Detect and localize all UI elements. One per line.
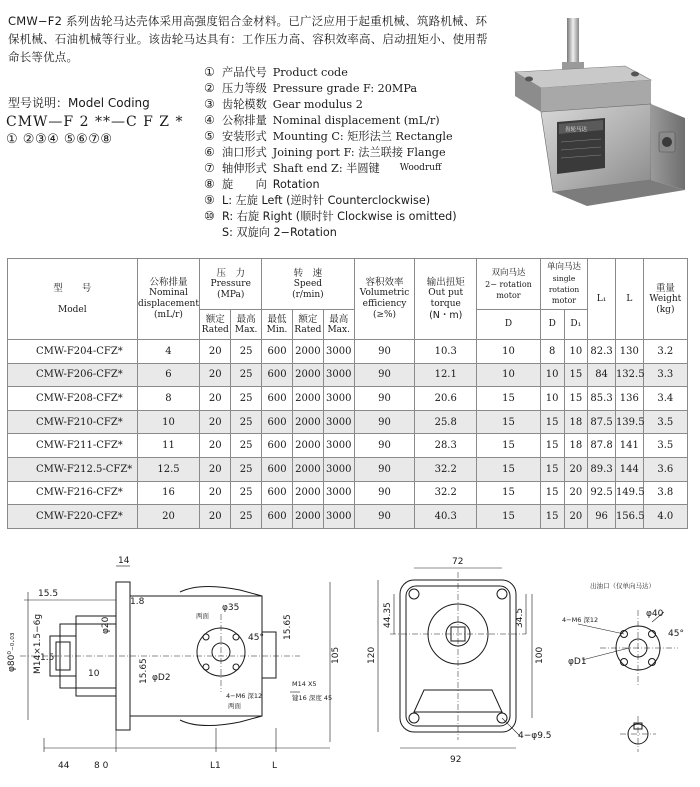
- subheader-rated-cn: 额定: [298, 313, 318, 325]
- table-cell: 156.5: [615, 505, 643, 529]
- table-cell: 15: [477, 434, 541, 458]
- table-cell: 25: [231, 434, 262, 458]
- table-cell: 90: [354, 505, 415, 529]
- model-cell: CMW-F220-CFZ*: [8, 505, 138, 529]
- table-cell: 3.5: [643, 434, 687, 458]
- model-cell: CMW-F204-CFZ*: [8, 340, 138, 364]
- dim-key: 键16 深度 45: [292, 694, 333, 702]
- table-cell: 18: [564, 434, 588, 458]
- model-coding-title-en: Model Coding: [68, 96, 150, 110]
- header-speed-unit: (r/min): [292, 289, 324, 300]
- header-model-cn: 型 号: [53, 282, 92, 294]
- spec-table-body: [8, 340, 688, 529]
- dim-phi80: φ80⁰₋₀.₀₃: [7, 632, 17, 672]
- table-cell: 25: [231, 505, 262, 529]
- table-cell: 149.5: [615, 481, 643, 505]
- header-eff-unit: (≥%): [372, 310, 397, 320]
- dim-44: 44: [58, 761, 70, 771]
- header-torque-unit: (N・m): [429, 310, 463, 321]
- subheader-d-uni: [540, 310, 564, 340]
- table-cell: 3.4: [643, 387, 687, 411]
- header-l1: [588, 259, 616, 340]
- front-mount-hole: [409, 589, 419, 599]
- header-eff-en2: efficiency: [362, 299, 407, 309]
- table-cell: 600: [262, 481, 293, 505]
- table-cell: 600: [262, 340, 293, 364]
- header-weight: [643, 259, 687, 340]
- table-cell: 10: [564, 340, 588, 364]
- legend-number: ⑦: [204, 161, 215, 175]
- table-cell: 15: [540, 457, 564, 481]
- side-view-drawing: [0, 552, 360, 787]
- subheader-max-en: Max.: [234, 324, 258, 335]
- legend-en-small: Woodruff: [399, 163, 442, 173]
- dim-105: 105: [331, 646, 341, 664]
- table-cell: 15: [540, 434, 564, 458]
- table-cell: 25: [231, 457, 262, 481]
- table-cell: 3000: [323, 457, 354, 481]
- table-cell: 20: [564, 481, 588, 505]
- table-cell: 2000: [292, 434, 323, 458]
- header-disp-en1: Nominal: [149, 288, 188, 298]
- header-speed-en: Speed: [293, 278, 323, 289]
- legend-en: Product code: [272, 65, 348, 79]
- dim-45deg-port: 45°: [668, 629, 684, 639]
- model-coding-title: [8, 94, 150, 111]
- table-cell: 130: [615, 340, 643, 364]
- dim-15-5: 15.5: [38, 589, 59, 599]
- table-cell: 2000: [292, 457, 323, 481]
- legend-number: ⑥: [204, 145, 215, 159]
- table-cell: 40.3: [415, 505, 477, 529]
- header-single-rotation: [540, 259, 587, 310]
- legend-number: ①: [204, 65, 215, 79]
- dim-holes: 4−φ9.5: [518, 731, 552, 741]
- table-cell: 600: [262, 363, 293, 387]
- header-bi-en1: 2− rotation: [485, 279, 532, 289]
- legend-en: L: 左旋 Left (逆时针 Counterclockwise): [222, 194, 431, 207]
- port-holes: 4−M6 深12: [562, 616, 599, 624]
- table-cell: 15: [477, 481, 541, 505]
- header-bi-rotation: [477, 259, 541, 310]
- table-cell: 3000: [323, 410, 354, 434]
- table-cell: 15: [477, 387, 541, 411]
- table-cell: 3.8: [643, 481, 687, 505]
- legend-row: [204, 224, 504, 240]
- dim-thread: M14×1.5−6g: [33, 613, 43, 674]
- table-row: [8, 340, 688, 364]
- model-cell: CMW-F210-CFZ*: [8, 410, 138, 434]
- table-cell: 25: [231, 340, 262, 364]
- table-cell: 11: [137, 434, 200, 458]
- table-cell: 20: [200, 505, 231, 529]
- table-cell: 6: [137, 363, 200, 387]
- model-code-numbers: ① ②③④ ⑤⑥⑦⑧: [6, 132, 113, 147]
- subheader-max-en: Max.: [327, 324, 350, 335]
- table-cell: 136: [615, 387, 643, 411]
- table-cell: 25.8: [415, 410, 477, 434]
- subheader-rated-en: Rated: [294, 324, 322, 335]
- table-cell: 85.3: [588, 387, 616, 411]
- table-cell: 10: [477, 340, 541, 364]
- table-cell: 600: [262, 505, 293, 529]
- table-cell: 15: [564, 387, 588, 411]
- mount-hole: [631, 72, 639, 77]
- dim-80: 8 0: [94, 761, 109, 771]
- dim-hole-spec: 4−M6 深12: [226, 692, 263, 700]
- table-cell: 3.2: [643, 340, 687, 364]
- table-cell: 25: [231, 410, 262, 434]
- subheader-min-en: Min.: [266, 324, 288, 335]
- rear-boss: [262, 632, 276, 678]
- table-cell: 3000: [323, 481, 354, 505]
- model-coding-title-cn: 型号说明：: [8, 96, 69, 110]
- table-cell: 15: [477, 505, 541, 529]
- table-cell: 84: [588, 363, 616, 387]
- shaft: [567, 18, 579, 66]
- note-two-sides-a: 两面: [196, 612, 209, 620]
- table-cell: 90: [354, 340, 415, 364]
- dim-10: 10: [88, 669, 100, 679]
- header-efficiency: [354, 259, 415, 340]
- legend-en: Rotation: [272, 177, 320, 191]
- header-disp-cn: 公称排量: [149, 277, 188, 288]
- table-cell: 20: [137, 505, 200, 529]
- table-cell: 2000: [292, 505, 323, 529]
- dim-1-5: 1.5: [40, 653, 55, 663]
- legend-number: ②: [204, 81, 215, 95]
- legend-en: S: 双旋向 2−Rotation: [222, 226, 337, 239]
- subheader-d1-uni: [564, 310, 588, 340]
- dim-14: 14: [118, 556, 130, 566]
- table-cell: 32.2: [415, 457, 477, 481]
- table-cell: 28.3: [415, 434, 477, 458]
- legend-row: [204, 96, 504, 112]
- legend-number: ④: [204, 113, 215, 127]
- dim-44-35: 44.35: [383, 602, 393, 628]
- table-cell: 90: [354, 481, 415, 505]
- header-torque-en1: Out put: [428, 288, 464, 298]
- legend-en: Mounting C: 矩形法兰 Rectangle: [272, 130, 453, 143]
- legend-number: ⑨: [204, 193, 215, 207]
- port-bolt: [203, 634, 209, 640]
- table-cell: 20: [564, 505, 588, 529]
- legend-en: Pressure grade F: 20MPa: [272, 81, 418, 95]
- front-view-drawing: [360, 552, 560, 787]
- table-cell: 15: [540, 505, 564, 529]
- header-pressure-en: Pressure: [210, 278, 251, 289]
- subheader-rated-en: Rated: [201, 324, 229, 335]
- mount-hole: [525, 77, 533, 82]
- table-cell: 600: [262, 410, 293, 434]
- header-eff-en1: Volumetric: [359, 288, 410, 298]
- table-cell: 15: [540, 410, 564, 434]
- header-bi-cn: 双向马达: [491, 267, 526, 278]
- table-cell: 141: [615, 434, 643, 458]
- legend-row: [204, 128, 504, 144]
- header-bi-en2: motor: [496, 290, 521, 300]
- table-row: [8, 457, 688, 481]
- table-row: [8, 481, 688, 505]
- subheader-d-text: D: [548, 319, 556, 329]
- subheader-max-cn: 最高: [236, 313, 256, 325]
- table-cell: 4: [137, 340, 200, 364]
- header-torque-en2: torque: [430, 299, 461, 309]
- header-eff-cn: 容积效率: [365, 277, 404, 288]
- subheader-max: [323, 310, 354, 340]
- port-label: 出油口（仅单向马达）: [590, 582, 655, 590]
- dim-phi20: φ20: [101, 616, 111, 634]
- legend-row: [204, 176, 504, 192]
- port-bolt: [233, 664, 239, 670]
- table-cell: 3000: [323, 387, 354, 411]
- table-cell: 87.5: [588, 410, 616, 434]
- table-cell: 3.5: [643, 410, 687, 434]
- table-cell: 3000: [323, 505, 354, 529]
- port-hole: [662, 137, 672, 147]
- table-cell: 3.6: [643, 457, 687, 481]
- header-displacement: [137, 259, 200, 340]
- header-weight-unit: (kg): [656, 304, 675, 315]
- table-cell: 132.5: [615, 363, 643, 387]
- legend-cn: 安装形式: [222, 130, 267, 143]
- legend-row: [204, 160, 504, 176]
- table-cell: 25: [231, 481, 262, 505]
- dim-15-65: 15.65: [139, 658, 149, 684]
- header-weight-cn: 重量: [655, 282, 675, 294]
- table-cell: 139.5: [615, 410, 643, 434]
- table-cell: 87.8: [588, 434, 616, 458]
- table-cell: 20: [200, 363, 231, 387]
- legend-en: R: 右旋 Right (顺时针 Clockwise is omitted): [222, 210, 457, 223]
- table-cell: 2000: [292, 363, 323, 387]
- subheader-d1-text: D₁: [570, 319, 582, 329]
- dim-phi35: φ35: [222, 603, 240, 613]
- gear-motor-photo: [495, 14, 695, 232]
- header-speed: [262, 259, 355, 310]
- table-cell: 600: [262, 434, 293, 458]
- table-cell: 20: [564, 457, 588, 481]
- port-view-drawing: [560, 552, 700, 787]
- subheader-d-text: D: [504, 319, 513, 329]
- legend-row: [204, 112, 504, 128]
- legend-cn: 轴伸形式: [222, 162, 267, 175]
- legend-number: ⑧: [204, 177, 215, 191]
- body-top-curve: [180, 586, 262, 596]
- table-cell: 32.2: [415, 481, 477, 505]
- dim-120: 120: [367, 646, 377, 664]
- table-cell: 90: [354, 457, 415, 481]
- table-cell: 600: [262, 457, 293, 481]
- table-cell: 20: [200, 457, 231, 481]
- intro-text: CMW−F2 系列齿轮马达壳体采用高强度铝合金材料。已广泛应用于起重机械、筑路机械、环保机械、石油机械等行业。该齿轮马达具有：工作压力高、容积效率高、启动扭矩小、使用帮命长等优点。: [8, 14, 488, 64]
- subheader-rated: [200, 310, 231, 340]
- table-header-row: [8, 259, 688, 310]
- dim-72: 72: [452, 557, 464, 567]
- dim-34-5: 34.5: [515, 607, 525, 628]
- table-cell: 20: [200, 481, 231, 505]
- model-cell: CMW-F212.5-CFZ*: [8, 457, 138, 481]
- front-mount-hole: [409, 713, 419, 723]
- legend-cn: 压力等级: [222, 82, 267, 95]
- table-cell: 20: [200, 340, 231, 364]
- table-row: [8, 505, 688, 529]
- dim-l: L: [272, 761, 278, 771]
- header-uni-cn: 单向马达: [547, 262, 582, 272]
- legend-number: ⑤: [204, 129, 215, 143]
- header-l: [615, 259, 643, 340]
- header-pressure: [200, 259, 262, 310]
- legend-cn: 公称排量: [222, 114, 267, 127]
- nameplate-text: 齿轮马达: [565, 127, 588, 133]
- header-torque-cn: 输出扭矩: [426, 277, 465, 288]
- table-cell: 2000: [292, 387, 323, 411]
- spec-table: [7, 258, 688, 529]
- legend-en: Nominal displacement (mL/r): [272, 113, 440, 127]
- table-row: [8, 434, 688, 458]
- table-cell: 89.3: [588, 457, 616, 481]
- dim-1-8: 1.8: [130, 597, 145, 607]
- legend-en: Shaft end Z: 半圆键: [272, 162, 380, 175]
- dim-15-65b: 15.65: [283, 614, 293, 640]
- legend-row: [204, 208, 504, 224]
- header-model-en: Model: [58, 304, 87, 315]
- port-bolt: [233, 634, 239, 640]
- model-cell: CMW-F216-CFZ*: [8, 481, 138, 505]
- legend-en: Gear modulus 2: [272, 97, 363, 111]
- table-cell: 90: [354, 363, 415, 387]
- table-row: [8, 387, 688, 411]
- table-cell: 10: [477, 363, 541, 387]
- table-cell: 15: [540, 481, 564, 505]
- table-cell: 3000: [323, 363, 354, 387]
- table-cell: 20: [200, 434, 231, 458]
- legend-row: [204, 144, 504, 160]
- table-cell: 20.6: [415, 387, 477, 411]
- table-cell: 82.3: [588, 340, 616, 364]
- header-torque: [415, 259, 477, 340]
- dim-phid1: φD1: [568, 657, 587, 667]
- table-cell: 12.5: [137, 457, 200, 481]
- dim-phid2: φD2: [152, 673, 171, 683]
- table-cell: 90: [354, 387, 415, 411]
- legend-row: [204, 80, 504, 96]
- table-cell: 20: [200, 387, 231, 411]
- table-cell: 2000: [292, 340, 323, 364]
- table-cell: 96: [588, 505, 616, 529]
- model-cell: CMW-F208-CFZ*: [8, 387, 138, 411]
- body-bottom-curve: [180, 716, 262, 726]
- table-cell: 8: [137, 387, 200, 411]
- table-cell: 92.5: [588, 481, 616, 505]
- front-mount-hole: [497, 589, 507, 599]
- note-two-sides-b: 两面: [228, 702, 241, 710]
- table-cell: 25: [231, 387, 262, 411]
- table-cell: 25: [231, 363, 262, 387]
- table-cell: 4.0: [643, 505, 687, 529]
- header-disp-unit: (mL/r): [154, 310, 183, 320]
- legend-cn: 齿轮模数: [222, 98, 267, 111]
- header-model: [8, 259, 138, 340]
- dim-92: 92: [450, 755, 462, 765]
- table-cell: 10.3: [415, 340, 477, 364]
- table-cell: 3000: [323, 434, 354, 458]
- table-row: [8, 363, 688, 387]
- table-cell: 16: [137, 481, 200, 505]
- table-cell: 90: [354, 434, 415, 458]
- header-disp-en2: displacement: [138, 299, 199, 309]
- legend-row: [204, 64, 504, 80]
- legend-cn: 油口形式: [222, 146, 267, 159]
- dim-phi40: φ40: [646, 609, 664, 619]
- table-cell: 18: [564, 410, 588, 434]
- table-cell: 10: [540, 387, 564, 411]
- subheader-rated-cn: 额定: [205, 313, 225, 325]
- table-cell: 15: [477, 410, 541, 434]
- dim-45deg: 45°: [248, 633, 264, 643]
- subheader-min: [262, 310, 293, 340]
- legend-row: [204, 192, 504, 208]
- subheader-rated: [292, 310, 323, 340]
- table-cell: 3000: [323, 340, 354, 364]
- header-uni-en1: single rotation: [548, 274, 580, 294]
- subheader-max-cn: 最高: [329, 313, 349, 325]
- legend-number: ⑩: [204, 209, 215, 223]
- model-cell: CMW-F206-CFZ*: [8, 363, 138, 387]
- table-cell: 144: [615, 457, 643, 481]
- dim-100: 100: [535, 646, 545, 664]
- port-bolt: [203, 664, 209, 670]
- table-row: [8, 410, 688, 434]
- header-speed-cn: 转 速: [293, 267, 323, 279]
- legend-en: Joining port F: 法兰联接 Flange: [272, 146, 446, 159]
- model-code-legend: [204, 64, 504, 240]
- table-cell: 8: [540, 340, 564, 364]
- header-l-text: L: [626, 293, 633, 304]
- subheader-max: [231, 310, 262, 340]
- table-cell: 12.1: [415, 363, 477, 387]
- dim-l1: L1: [210, 761, 221, 771]
- legend-number: ③: [204, 97, 215, 111]
- header-uni-en2: motor: [551, 296, 577, 305]
- table-cell: 10: [137, 410, 200, 434]
- header-l1-text: L₁: [596, 293, 607, 304]
- table-cell: 10: [540, 363, 564, 387]
- model-code-line: CMW—F 2 **—C F Z *: [6, 114, 184, 130]
- table-cell: 15: [477, 457, 541, 481]
- table-cell: 15: [564, 363, 588, 387]
- table-cell: 90: [354, 410, 415, 434]
- table-cell: 3.3: [643, 363, 687, 387]
- header-pressure-unit: (MPa): [217, 289, 245, 300]
- header-weight-en: Weight: [649, 293, 682, 304]
- subheader-min-cn: 最低: [267, 313, 287, 325]
- table-cell: 2000: [292, 410, 323, 434]
- model-cell: CMW-F211-CFZ*: [8, 434, 138, 458]
- legend-cn: 旋 向: [222, 178, 267, 191]
- subheader-d-bi: [477, 310, 541, 340]
- table-cell: 20: [200, 410, 231, 434]
- dim-keyway: M14 X5: [292, 680, 317, 688]
- header-pressure-cn: 压 力: [216, 267, 245, 279]
- legend-cn: 产品代号: [222, 66, 267, 79]
- table-cell: 600: [262, 387, 293, 411]
- table-cell: 2000: [292, 481, 323, 505]
